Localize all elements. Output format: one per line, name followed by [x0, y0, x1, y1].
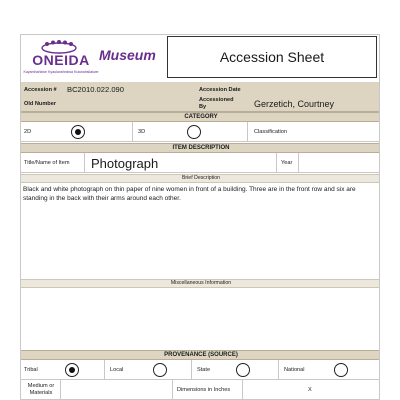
accession-sheet	[20, 34, 380, 400]
classification-label: Classification	[254, 129, 287, 135]
brief-description-heading: Brief Description	[21, 174, 380, 183]
brief-description-text: Black and white photograph on thin paper of nine women in front of a building. Three are in the front row and six are standing in the back with their arms around each other.	[23, 186, 356, 202]
item-title-label: Title/Name of Item	[24, 160, 70, 166]
accessioned-by-label: Accessioned By	[199, 97, 234, 110]
accession-number-label: Accession #	[24, 87, 57, 93]
category-heading: CATEGORY	[21, 112, 380, 122]
provenance-tribal-label: Tribal	[24, 367, 38, 373]
provenance-state-radio[interactable]	[236, 363, 250, 377]
dimensions-separator: X	[308, 387, 312, 393]
provenance-row	[21, 360, 380, 380]
page-title: Accession Sheet	[167, 36, 377, 78]
accession-number-field[interactable]: BC2010.022.090	[67, 85, 125, 94]
provenance-local-radio[interactable]	[153, 363, 167, 377]
category-2d-label: 2D	[24, 129, 32, 135]
old-number-label: Old Number	[24, 101, 57, 107]
misc-info-area[interactable]	[21, 288, 380, 350]
provenance-national-label: National	[284, 367, 305, 373]
medium-dimensions-row	[21, 380, 380, 400]
misc-info-heading: Miscellaneous Information	[21, 279, 380, 288]
item-title-row	[21, 153, 380, 173]
museum-label: Museum	[99, 47, 156, 63]
provenance-heading: PROVENANCE (SOURCE)	[21, 350, 380, 360]
accessioned-by-field[interactable]: Gerzetich, Courtney	[254, 99, 335, 109]
accession-date-label: Accession Date	[199, 87, 241, 93]
brief-description-area[interactable]	[21, 183, 380, 279]
category-2d-radio[interactable]	[71, 125, 85, 139]
item-title-field[interactable]: Photograph	[91, 156, 159, 171]
provenance-state-label: State	[197, 367, 211, 373]
sheet-header	[21, 35, 380, 81]
org-name: ONEIDA	[32, 52, 90, 68]
oneida-logo	[23, 39, 99, 79]
provenance-tribal-radio[interactable]	[65, 363, 79, 377]
item-description-heading: ITEM DESCRIPTION	[21, 143, 380, 153]
year-label: Year	[281, 160, 293, 166]
provenance-local-label: Local	[110, 367, 124, 373]
category-3d-radio[interactable]	[187, 125, 201, 139]
accession-block	[21, 82, 380, 112]
org-tagline: Kayanthahkwe Kyaukwahnkwa Kukwahsilakwe	[23, 70, 99, 74]
provenance-national-radio[interactable]	[334, 363, 348, 377]
category-3d-label: 3D	[138, 129, 146, 135]
category-row	[21, 122, 380, 142]
medium-label: Medium or Materials	[27, 383, 55, 396]
dimensions-label: Dimensions in Inches	[177, 387, 231, 393]
